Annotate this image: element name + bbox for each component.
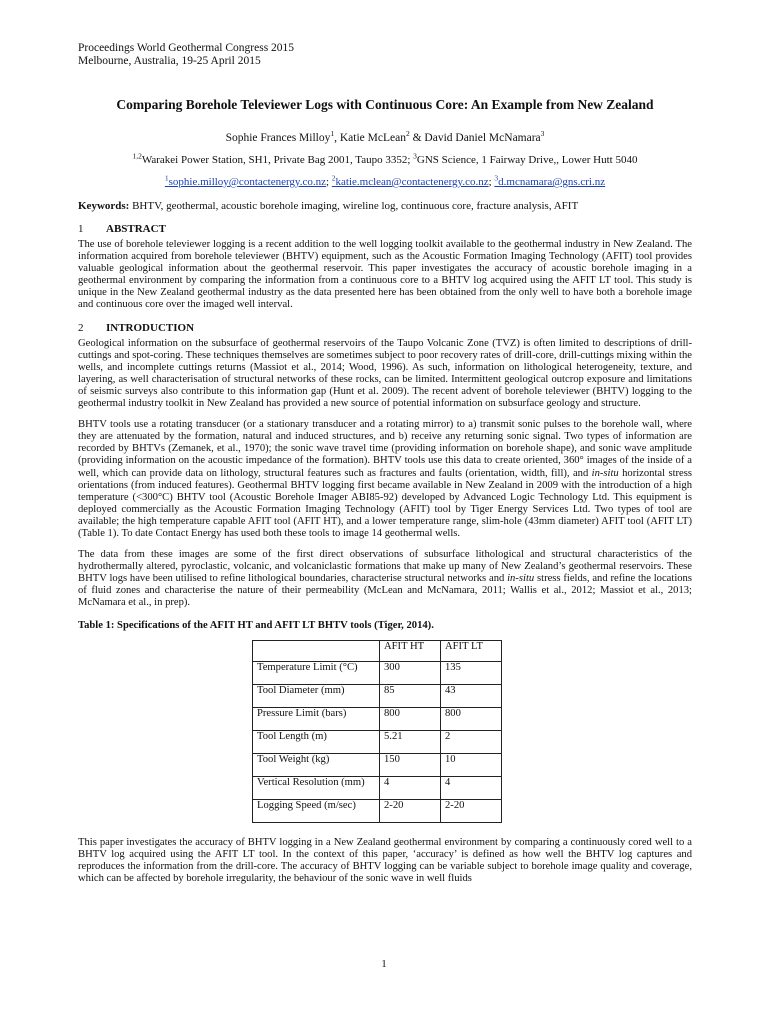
section-title: INTRODUCTION — [106, 321, 195, 334]
table-cell: 2 — [441, 730, 502, 753]
section-number: 1 — [78, 223, 84, 235]
table-cell: 43 — [441, 684, 502, 707]
affiliation-sup-2: 3 — [413, 151, 417, 161]
table-row — [253, 730, 502, 753]
section-heading-abstract — [78, 223, 692, 236]
paper-title: Comparing Borehole Televiewer Logs with Continuous Core: An Example from New Zealand — [116, 97, 654, 112]
table-row — [253, 799, 502, 822]
table-row — [253, 707, 502, 730]
email-separator: ; — [325, 176, 332, 188]
email-list — [78, 173, 692, 189]
intro-paragraph-3 — [78, 549, 692, 609]
table-cell: 2-20 — [380, 799, 441, 822]
table-cell: 135 — [441, 661, 502, 684]
table-caption: Table 1: Specifications of the AFIT HT and AFIT LT BHTV tools (Tiger, 2014). — [78, 619, 434, 631]
author-list — [78, 131, 692, 145]
text-run: The data from these images are some of the first direct observations of subsurface lithological and structural characteristics of the hydrothermally altered, pyroclastic, volcanic, and volcaniclastic formations that make up many of New Zealand’s geothermal reservoirs. These BHTV logs have been utilised to refine lithological boundaries, characterise structural networks and — [78, 549, 692, 585]
email-sup-2: 2 — [331, 173, 336, 183]
keywords-line — [78, 200, 692, 213]
proceedings-header-line2: Melbourne, Australia, 19-25 April 2015 — [78, 55, 261, 67]
paper-page — [78, 42, 692, 885]
email-link-1[interactable] — [164, 173, 326, 188]
section-number: 2 — [78, 321, 84, 334]
table-body — [253, 640, 502, 822]
intro-paragraph-1: Geological information on the subsurface of geothermal reservoirs of the Taupo Volcanic Zone (TVZ) is often limited to descriptions of drill-cuttings and spot-coring. These techniques themselves are sometimes subject to poor recovery rates of drill-core, drill-cuttings mixing within the wells, and incomplete cuttings returns (Massiot et al., 2014; Wood, 1996). As such, information on lithological heterogeneity, texture, and layering, as well characterisation of structural networks of these rocks, can be limited. Intermittent geological outcrop exposure and limitations of seismic surveys also contribute to this information gap (Hunt et al. 2009). The recent advent of borehole televiewer (BHTV) logging to the geothermal industry toolkit in New Zealand has provided a new source of potential information on subsurface geology and structure. — [78, 337, 692, 410]
affiliation-sup-1: 1,2 — [132, 151, 142, 161]
author-3-sup: 3 — [540, 129, 545, 139]
affiliation-1: Warakei Power Station, SH1, Private Bag 2001, Taupo 3352; — [141, 154, 414, 166]
table-header-row — [253, 640, 502, 661]
text-run: stress fields, and refine the locations of fluid zones and characterise the nature of their permeability (McLean and McNamara, 2011; Wallis et al., 2012; Massiot et al., 2013; McNamara et al., in prep). — [78, 573, 692, 609]
email-1: sophie.milloy@contactenergy.co.nz — [168, 176, 326, 188]
proceedings-header-line1: Proceedings World Geothermal Congress 2015 — [78, 42, 295, 54]
italic-run: in-situ — [507, 573, 535, 585]
keywords-label: Keywords: — [78, 200, 130, 212]
table-cell: Pressure Limit (bars) — [253, 707, 380, 730]
table-row — [253, 753, 502, 776]
email-2: katie.mclean@contactenergy.co.nz — [335, 176, 489, 188]
table-cell: 800 — [441, 707, 502, 730]
table-cell: Tool Length (m) — [253, 730, 380, 753]
table-cell: Logging Speed (m/sec) — [253, 799, 380, 822]
author-2-sup: 2 — [405, 129, 410, 139]
email-sup-1: 1 — [164, 173, 169, 183]
intro-paragraph-4: This paper investigates the accuracy of BHTV logging in a New Zealand geothermal environment by comparing a continuously cored well to a BHTV log acquired using the AFIT LT tool. In the context of this paper, ‘accuracy’ is defined as how well the BHTV log captures and reproduces the information from the drill-core. The accuracy of BHTV logging can be variable subject to borehole image quality and coverage, which can be affected by borehole irregularity, the behaviour of the sonic wave in well fluids — [78, 836, 692, 884]
table-cell: 800 — [380, 707, 441, 730]
table-header-cell: AFIT LT — [441, 640, 502, 661]
email-link-2[interactable] — [331, 173, 489, 188]
section-heading-introduction — [78, 322, 692, 335]
table-cell: 300 — [380, 661, 441, 684]
affiliation-2: GNS Science, 1 Fairway Drive,, Lower Hutt 5040 — [416, 154, 638, 166]
page-number: 1 — [381, 958, 387, 970]
table-cell: Temperature Limit (°C) — [253, 661, 380, 684]
table-cell: 4 — [380, 776, 441, 799]
specifications-table — [252, 640, 502, 823]
table-cell: 150 — [380, 753, 441, 776]
author-1-sup: 1 — [330, 129, 335, 139]
author-separator: , — [334, 132, 340, 144]
author-1: Sophie Frances Milloy — [225, 132, 331, 144]
table-cell: Tool Diameter (mm) — [253, 684, 380, 707]
table-cell: Vertical Resolution (mm) — [253, 776, 380, 799]
table-cell: 5.21 — [380, 730, 441, 753]
table-header-cell: AFIT HT — [380, 640, 441, 661]
table-cell: 85 — [380, 684, 441, 707]
table-row — [253, 661, 502, 684]
text-run: BHTV tools use a rotating transducer (or a stationary transducer and a rotating mirror) to a) transmit sonic pulses to the borehole wall, where they are attenuated by the formation, natural and induced structures, and b) receive any returning sonic signal. Two types of information are recorded by BHTVs (Zemanek, et al., 1970); the sonic wave travel time (providing information on borehole shape), and sonic wave amplitude (providing information on the acoustic impedance of the formation). BHTV tools use this data to create oriented, 360° images of the inside of a well, which can provide data on lithology, structural features such as fractures and faults (orientation, width, fill), and — [78, 419, 692, 479]
keywords-text: BHTV, geothermal, acoustic borehole imaging, wireline log, continuous core, fracture analysis, AFIT — [129, 200, 579, 212]
table-cell: 4 — [441, 776, 502, 799]
text-run: horizontal stress orientations (from induced features). Geothermal BHTV logging first became available in New Zealand in 2009 with the introduction of a high temperature (<300°C) BHTV tool (Acoustic Borehole Imager ABI85-92) developed by Advanced Logic Technology Ltd. This equipment is deployed commercially as the Acoustic Formation Imaging Technology (AFIT) tool by Tiger Energy Services Ltd. Two types of tool are available; the high temperature capable AFIT tool (AFIT HT), and a lower temperature range, slim-hole (43mm diameter) AFIT tool (AFIT LT) (Table 1). To date Contact Energy has used both these tools to image 14 geothermal wells. — [78, 467, 692, 539]
table-cell: 10 — [441, 753, 502, 776]
email-sup-3: 3 — [494, 173, 499, 183]
table-header-cell — [253, 640, 380, 661]
author-separator: & — [409, 132, 425, 144]
table-row — [253, 684, 502, 707]
table-row — [253, 776, 502, 799]
email-separator: ; — [488, 176, 495, 188]
abstract-paragraph: The use of borehole televiewer logging is a recent addition to the well logging toolkit available to the geothermal industry in New Zealand. The information acquired from borehole televiewer (BHTV) equipment, such as the Acoustic Formation Imaging Technology (AFIT) tool provides valuable geological information about the geothermal reservoir. This paper investigates the accuracy of acoustic borehole imaging in a geothermal environment by comparing the information from a continuous core to a BHTV log acquired using the AFIT LT tool. This study is unique in the New Zealand geothermal industry as the data presented here has been obtained from the only well to have both a borehole image and continuous core over the imaged well interval. — [78, 239, 692, 311]
section-title: ABSTRACT — [106, 223, 166, 235]
email-3: d.mcnamara@gns.cri.nz — [498, 176, 606, 188]
email-link-3[interactable] — [494, 173, 606, 188]
author-3: David Daniel McNamara — [424, 132, 541, 144]
affiliations — [78, 151, 692, 167]
intro-paragraph-2 — [78, 419, 692, 540]
italic-run: in-situ — [591, 467, 619, 479]
author-2: Katie McLean — [339, 132, 406, 144]
table-cell: Tool Weight (kg) — [253, 753, 380, 776]
table-cell: 2-20 — [441, 799, 502, 822]
